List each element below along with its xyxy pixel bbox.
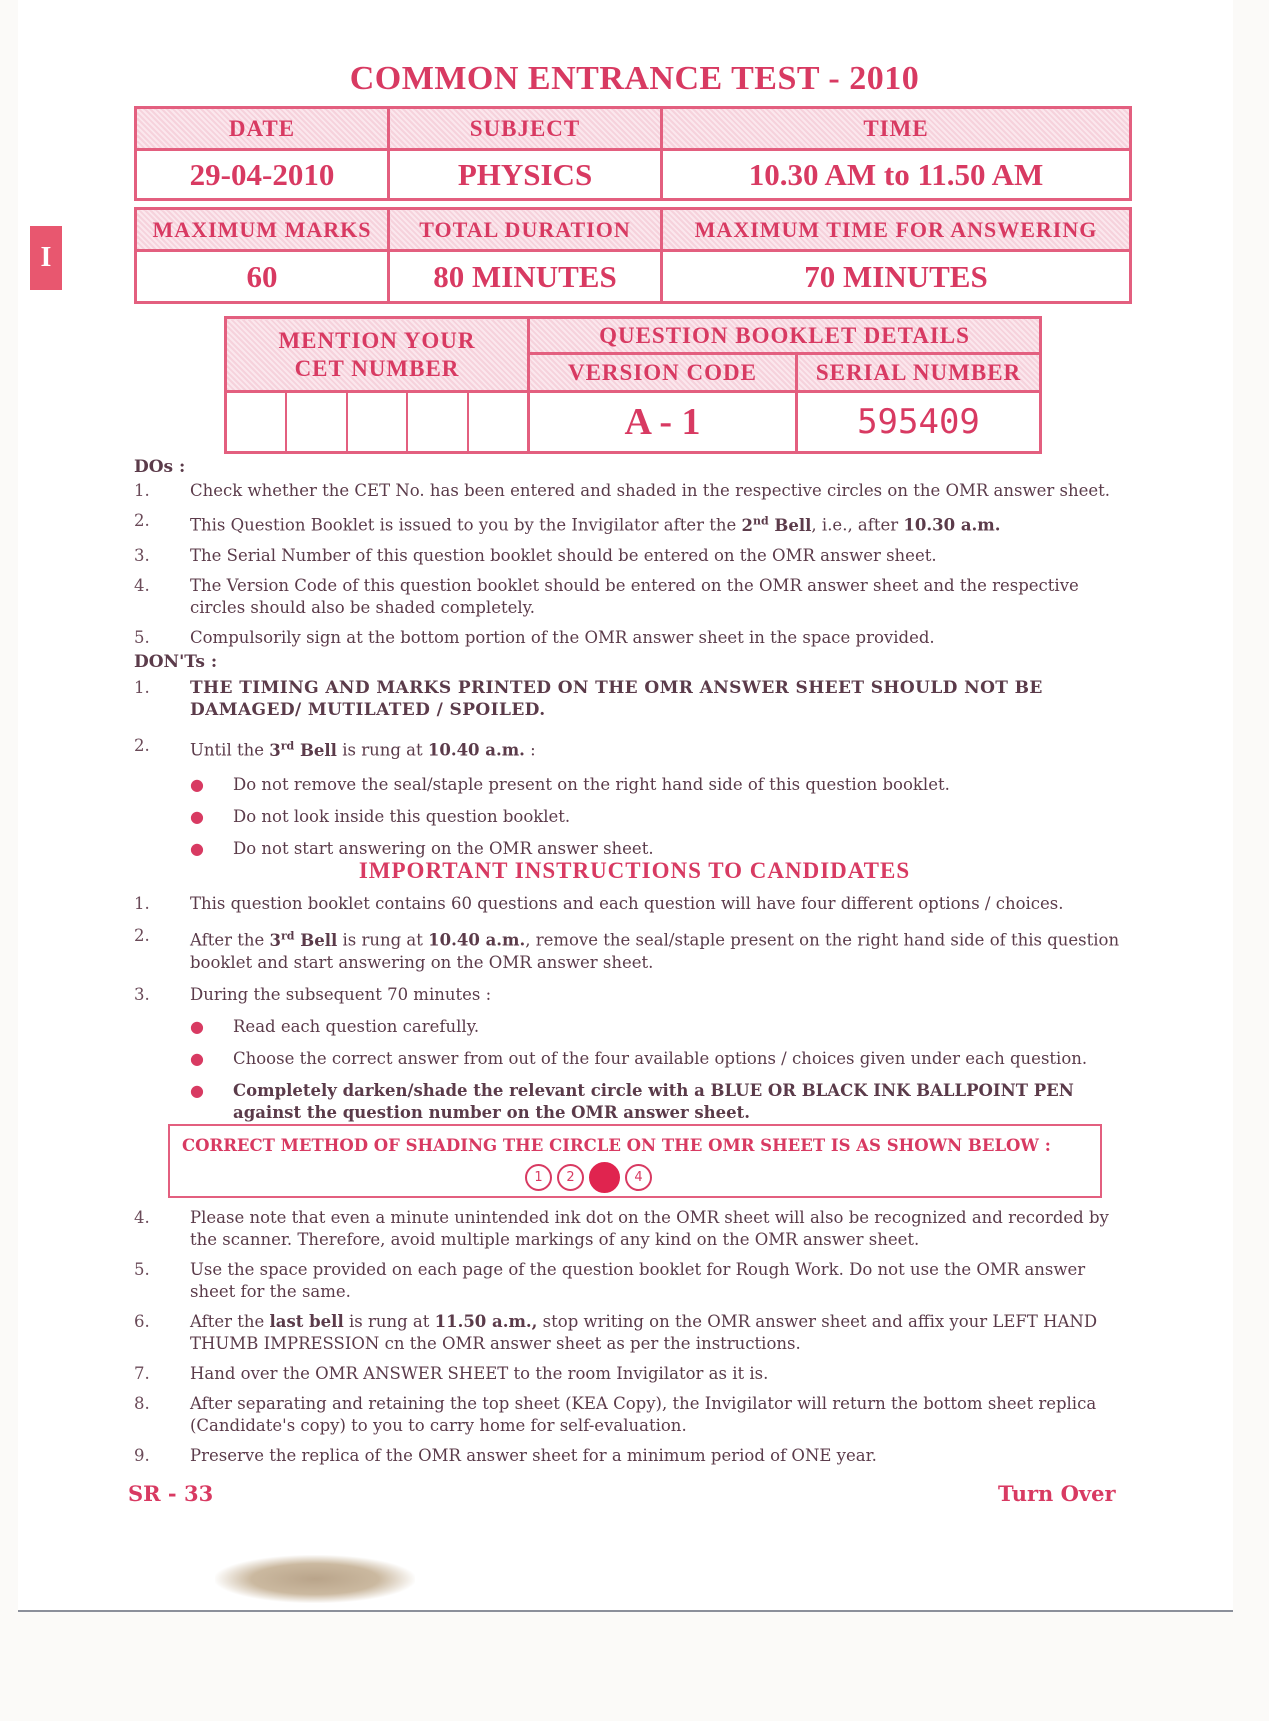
subject-header: SUBJECT [389, 108, 662, 150]
text-part: Until the [190, 740, 270, 760]
bell-number: 2 [741, 515, 753, 535]
list-item [134, 735, 1134, 762]
booklet-details-header: QUESTION BOOKLET DETAILS [529, 318, 1041, 354]
list-item [134, 1311, 1134, 1355]
bubble-option-1: 1 [525, 1164, 552, 1191]
instructions-list-bottom [134, 1207, 1134, 1475]
list-item [134, 575, 1134, 619]
cet-label-line2: CET NUMBER [294, 355, 460, 381]
bell-number: 3 [269, 930, 282, 950]
item-number: 6. [134, 1312, 150, 1331]
text-part: After the [190, 930, 270, 950]
version-code-label: VERSION CODE [529, 354, 797, 392]
list-item [134, 1363, 1134, 1385]
item-number: 7. [134, 1364, 150, 1383]
item-number: 5. [134, 627, 150, 647]
text-part: After the [190, 1312, 270, 1331]
bullet-item [190, 1048, 1134, 1070]
turn-over-label: Turn Over [998, 1481, 1116, 1506]
max-marks-header: MAXIMUM MARKS [136, 209, 389, 251]
cet-number-boxes[interactable] [226, 392, 529, 453]
instructions-list-top [134, 893, 1134, 1134]
item-number: 4. [134, 575, 150, 595]
list-item [134, 1393, 1134, 1437]
cet-number-label [226, 318, 529, 392]
item-text: Use the space provided on each page of the question booklet for Rough Work. Do not use the OMR answer sheet for the same. [190, 1260, 1086, 1301]
dos-list [134, 480, 1134, 657]
text-part: , i.e., after [811, 515, 904, 535]
donts-list [134, 677, 1134, 870]
bullet-text: Read each question carefully. [233, 1016, 480, 1036]
max-time-header: MAXIMUM TIME FOR ANSWERING [662, 209, 1131, 251]
list-item [134, 480, 1134, 502]
cet-digit-box[interactable] [469, 393, 527, 451]
item-number: 1. [134, 481, 150, 500]
version-code-value: A - 1 [529, 392, 797, 453]
time-value: 10.30 AM to 11.50 AM [662, 150, 1131, 200]
bullet-icon: ● [190, 1016, 204, 1036]
bullet-text: Do not look inside this question booklet. [233, 806, 571, 826]
bullet-item [190, 806, 1134, 828]
bullet-icon: ● [190, 774, 204, 794]
item-text [190, 735, 1134, 762]
list-item [134, 1445, 1134, 1467]
item-text: Please note that even a minute unintended ink dot on the OMR sheet will also be recognized and recorded by the scanner. Therefore, avoid multiple markings of any kind on the OMR answer sheet. [190, 1208, 1109, 1249]
cet-digit-box[interactable] [287, 393, 347, 451]
item-number: 3. [134, 545, 150, 565]
bullet-item [190, 838, 1134, 860]
booklet-details-table [224, 316, 1042, 454]
dos-label: DOs : [134, 457, 186, 477]
bell-suffix: nd [752, 514, 769, 527]
item-text [190, 925, 1134, 974]
total-duration-value: 80 MINUTES [389, 251, 662, 303]
cet-digit-box[interactable] [227, 393, 287, 451]
bell-suffix: rd [280, 739, 295, 752]
side-tab-marker: I [30, 226, 62, 290]
item-text: THE TIMING AND MARKS PRINTED ON THE OMR ANSWER SHEET SHOULD NOT BE DAMAGED/ MUTILATED / SPOILED. [190, 678, 1043, 720]
marks-duration-table [134, 207, 1132, 304]
bullet-text: Choose the correct answer from out of the four available options / choices given under each question. [233, 1048, 1088, 1068]
item-number: 2. [134, 511, 150, 530]
item-text: This question booklet contains 60 questions and each question will have four different options / choices. [190, 894, 1064, 913]
bell-ordinal [269, 741, 337, 760]
item-text: After separating and retaining the top sheet (KEA Copy), the Invigilator will return the bottom sheet replica (Candidate's copy) to you to carry home for self-evaluation. [190, 1394, 1097, 1435]
subject-value: PHYSICS [389, 150, 662, 200]
text-part: is rung at [336, 740, 428, 760]
bell-suffix: rd [281, 929, 295, 942]
cet-digit-box[interactable] [348, 393, 408, 451]
list-item [134, 984, 1134, 1006]
bell-number: 3 [269, 740, 281, 760]
bell-ordinal [270, 931, 338, 950]
item-number: 1. [134, 894, 150, 913]
max-marks-value: 60 [136, 251, 389, 303]
item-text: Check whether the CET No. has been entered and shaded in the respective circles on the OMR answer sheet. [190, 481, 1111, 500]
time-text: 10.40 a.m. [428, 930, 526, 950]
item-text: The Version Code of this question booklet should be entered on the OMR answer sheet and the respective circles should also be shaded completely. [190, 575, 1079, 617]
bold-text: last bell [269, 1312, 344, 1331]
text-part: , remove the seal/staple present on the right hand side of this question booklet and start answering on the OMR answer sheet. [190, 930, 1120, 972]
instructions-heading: IMPORTANT INSTRUCTIONS TO CANDIDATES [358, 858, 911, 883]
bullet-item [190, 1016, 1134, 1038]
omr-method-text: CORRECT METHOD OF SHADING THE CIRCLE ON THE OMR SHEET IS AS SHOWN BELOW : [182, 1136, 1051, 1155]
bullet-text: Do not start answering on the OMR answer sheet. [233, 838, 654, 858]
page-code: SR - 33 [128, 1481, 214, 1506]
bullet-icon: ● [190, 838, 204, 858]
time-header: TIME [662, 108, 1131, 150]
list-item [134, 1207, 1134, 1251]
list-item [134, 893, 1134, 915]
text-part: This Question Booklet is issued to you by the Invigilator after the [190, 515, 742, 535]
page-title: COMMON ENTRANCE TEST - 2010 [349, 60, 920, 97]
bubble-option-4: 4 [625, 1164, 652, 1191]
item-number: 2. [134, 736, 150, 755]
max-time-value: 70 MINUTES [662, 251, 1131, 303]
exam-info-table [134, 106, 1132, 201]
bullet-text: Completely darken/shade the relevant circle with a BLUE OR BLACK INK BALLPOINT PEN against the question number on the OMR answer sheet. [233, 1080, 1074, 1122]
bullet-icon: ● [190, 1048, 204, 1068]
item-text: During the subsequent 70 minutes : [190, 984, 492, 1004]
item-text: Hand over the OMR ANSWER SHEET to the room Invigilator as it is. [190, 1364, 769, 1383]
item-number: 3. [134, 984, 150, 1004]
paper-stain [215, 1555, 415, 1603]
list-item [134, 627, 1134, 649]
omr-bubbles [525, 1162, 652, 1193]
list-item [134, 545, 1134, 567]
text-part: : [524, 740, 536, 760]
item-number: 5. [134, 1260, 150, 1279]
bullet-text: Do not remove the seal/staple present on the right hand side of this question booklet. [233, 774, 950, 794]
item-number: 1. [134, 678, 150, 697]
donts-label: DON'Ts : [134, 652, 218, 672]
item-number: 4. [134, 1208, 150, 1227]
serial-number-label: SERIAL NUMBER [797, 354, 1041, 392]
date-header: DATE [136, 108, 389, 150]
time-text: 11.50 a.m., [434, 1312, 538, 1331]
list-item [134, 677, 1134, 721]
bell-word: Bell [768, 515, 812, 535]
item-number: 2. [134, 926, 150, 945]
item-number: 9. [134, 1446, 150, 1465]
item-number: 8. [134, 1394, 150, 1413]
item-text [190, 510, 1134, 537]
time-text: 10.30 a.m. [903, 515, 1001, 535]
bullet-icon: ● [190, 806, 204, 826]
omr-method-box [168, 1124, 1102, 1198]
bubble-option-2: 2 [557, 1164, 584, 1191]
text-part: is rung at [343, 1312, 435, 1331]
list-item [134, 1259, 1134, 1303]
text-part: is rung at [337, 930, 429, 950]
bell-ordinal [742, 516, 812, 535]
list-item [134, 925, 1134, 974]
item-text: The Serial Number of this question booklet should be entered on the OMR answer sheet. [190, 545, 937, 565]
bell-word: Bell [294, 930, 338, 950]
total-duration-header: TOTAL DURATION [389, 209, 662, 251]
text-part: stop writing on the OMR answer sheet and affix your LEFT HAND THUMB IMPRESSION сn the OMR answer sheet as per the instructions. [190, 1312, 1098, 1353]
cet-digit-box[interactable] [408, 393, 468, 451]
item-text: Preserve the replica of the OMR answer sheet for a minimum period of ONE year. [190, 1446, 877, 1465]
item-text [190, 1311, 1134, 1355]
serial-number-value: 595409 [797, 392, 1041, 453]
bell-word: Bell [294, 740, 337, 760]
list-item [134, 510, 1134, 537]
date-value: 29-04-2010 [136, 150, 389, 200]
bullet-item [190, 774, 1134, 796]
item-text: Compulsorily sign at the bottom portion of the OMR answer sheet in the space provided. [190, 627, 935, 647]
bubble-option-3-filled [589, 1162, 620, 1193]
time-text: 10.40 a.m. [427, 740, 525, 760]
bullet-icon: ● [190, 1080, 204, 1100]
bullet-item [190, 1080, 1134, 1124]
cet-label-line1: MENTION YOUR [278, 327, 476, 353]
